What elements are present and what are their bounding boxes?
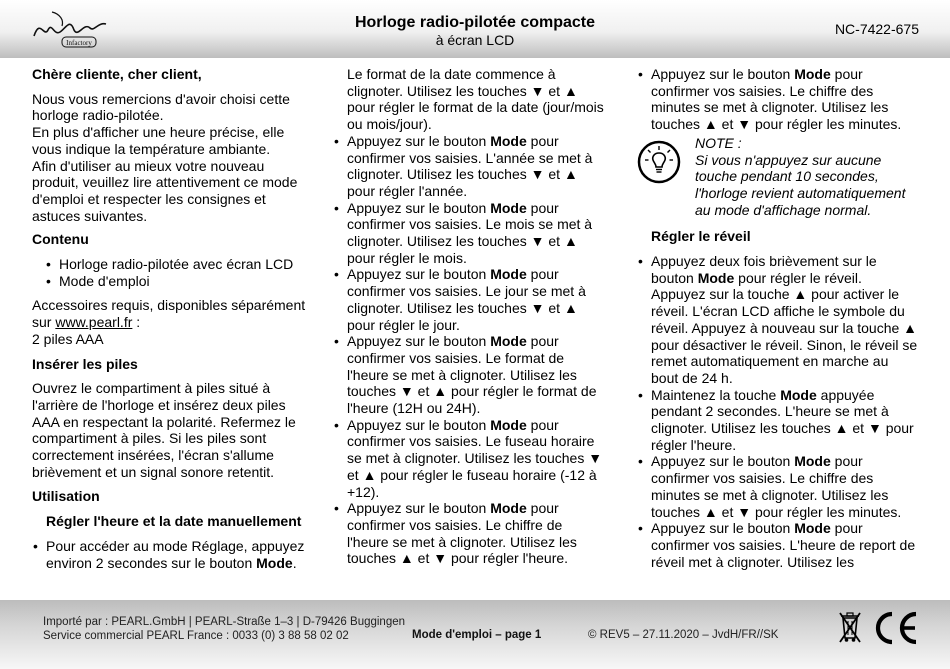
date-format-paragraph: Le format de la date commence à clignoter. Utilisez les touches ▼ et ▲ pour régler le format de la date (jour/mois ou mois/jour).: [347, 66, 604, 133]
list-item: • Appuyez sur le bouton Mode pour confirmer vos saisies. Le chiffre des minutes se met à clignoter. Utilisez les touches ▲ et ▼ pour régler les minutes.: [637, 66, 919, 133]
greeting: Chère cliente, cher client,: [32, 66, 202, 82]
list-item: • Appuyez sur le bouton Mode pour confirmer vos saisies. Le chiffre de l'heure se met à clignoter. Utilisez les touches ▲ et ▼ pour régler l'heure.: [333, 500, 605, 567]
list-item: • Appuyez sur le bouton Mode pour confirmer vos saisies. Le jour se met à clignoter. Utilisez les touches ▼ et ▲ pour régler le jour.: [333, 266, 605, 333]
page-header: [0, 0, 950, 58]
lightbulb-icon: [637, 140, 681, 184]
accessories-item: 2 piles AAA: [32, 330, 104, 347]
list-item: • Mode d'emploi: [45, 273, 314, 290]
list-item: • Horloge radio-pilotée avec écran LCD: [45, 256, 314, 273]
piles-heading: Insérer les piles: [32, 355, 138, 372]
page-footer: [0, 600, 950, 669]
piles-paragraph: Ouvrez le compartiment à piles situé à l'arrière de l'horloge et insérez deux piles AAA en respectant la polarité. Refermez le compartiment à piles. Si les piles sont correctement insérées, l'écran s'allume brièvement et un signal sonore retentit.: [32, 380, 296, 480]
list-item: • Appuyez sur le bouton Mode pour confirmer vos saisies. Le fuseau horaire se met à clignoter. Utilisez les touches ▼ et ▲ pour régler le fuseau horaire (-12 à +12).: [333, 417, 605, 501]
column-2: [333, 66, 605, 567]
accessories-colon: :: [132, 314, 141, 331]
list-item: • Pour accéder au mode Réglage, appuyez environ 2 secondes sur le bouton Mode.: [32, 538, 314, 571]
alarm-steps-list: [637, 253, 919, 570]
accessories-paragraph: [32, 297, 314, 347]
page-title: Horloge radio-pilotée compacte: [354, 14, 596, 31]
list-item: • Appuyez deux fois brièvement sur le bouton Mode pour régler le réveil. Appuyez sur la touche ▲ pour activer le réveil. L'écran LCD affiche le symbole du réveil. Appuyez à nouveau sur la touche ▲ pour désactiver le réveil. Sinon, le réveil se remet automatiquement en marche au bout de 24 h.: [637, 253, 919, 387]
intro-paragraph: [32, 91, 314, 225]
footer-service: Service commercial PEARL France : 0033 (0) 3 88 58 02 02: [43, 630, 349, 642]
product-code: NC-7422-675: [834, 21, 919, 37]
list-item: • Appuyez sur le bouton Mode pour confirmer vos saisies. Le chiffre des minutes se met à clignoter. Utilisez les touches ▲ et ▼ pour régler les minutes.: [637, 453, 919, 520]
column-1: [32, 66, 314, 571]
list-item: • Appuyez sur le bouton Mode pour confirmer vos saisies. L'heure de report de réveil met à clignoter. Utilisez les: [637, 520, 919, 570]
ce-mark: [870, 610, 920, 646]
footer-page-label: Mode d'emploi – page 1: [412, 629, 542, 641]
crossed-bin-icon: [838, 610, 862, 646]
footer-contact: [43, 615, 405, 643]
utilisation-heading: Utilisation: [32, 488, 100, 505]
logo-sub: Infactory: [66, 39, 92, 47]
contenu-list: [45, 256, 314, 289]
steps-list: [637, 66, 919, 133]
page-subtitle: à écran LCD: [435, 32, 515, 48]
steps-list: [333, 133, 605, 567]
pearl-link[interactable]: www.pearl.fr: [55, 314, 133, 331]
list-item: • Appuyez sur le bouton Mode pour confirmer vos saisies. Le format de l'heure se met à clignoter. Utilisez les touches ▼ et ▲ pour régler le format de l'heure (12H ou 24H).: [333, 333, 605, 417]
intro-line-1: Nous vous remercions d'avoir choisi cette horloge radio-pilotée.: [32, 90, 290, 124]
column-3: [637, 66, 919, 570]
contenu-heading: Contenu: [32, 231, 89, 248]
intro-line-3: Afin d'utiliser au mieux votre nouveau produit, veuillez lire attentivement ce mode d'emploi et respecter les consignes et astuces suivantes.: [32, 157, 298, 224]
reveil-heading: Régler le réveil: [651, 228, 751, 245]
accessories-text: Accessoires requis, disponibles séparément sur: [32, 297, 306, 331]
note-text: Si vous n'appuyez sur aucune touche pendant 10 secondes, l'horloge revient automatiquement au mode d'affichage normal.: [695, 151, 906, 218]
list-item: • Appuyez sur le bouton Mode pour confirmer vos saisies. L'année se met à clignoter. Utilisez les touches ▼ et ▲ pour régler l'année.: [333, 133, 605, 200]
note-title: NOTE :: [695, 134, 742, 151]
note-box: [637, 135, 919, 219]
intro-line-2: En plus d'afficher une heure précise, elle vous indique la température ambiante.: [32, 124, 285, 157]
note-text-block: [681, 135, 919, 219]
regler-heading: Régler l'heure et la date manuellement: [46, 513, 302, 530]
footer-importer: Importé par : PEARL.GmbH | PEARL-Straße 1–3 | D-79426 Buggingen: [43, 616, 406, 628]
steps-list: [32, 538, 314, 571]
footer-revision: © REV5 – 27.11.2020 – JvdH/FR//SK: [588, 629, 779, 641]
list-item: • Appuyez sur le bouton Mode pour confirmer vos saisies. Le mois se met à clignoter. Utilisez les touches ▼ et ▲ pour régler le mois.: [333, 200, 605, 267]
list-item: • Maintenez la touche Mode appuyée pendant 2 secondes. L'heure se met à clignoter. Utilisez les touches ▲ et ▼ pour régler l'heure.: [637, 387, 919, 454]
